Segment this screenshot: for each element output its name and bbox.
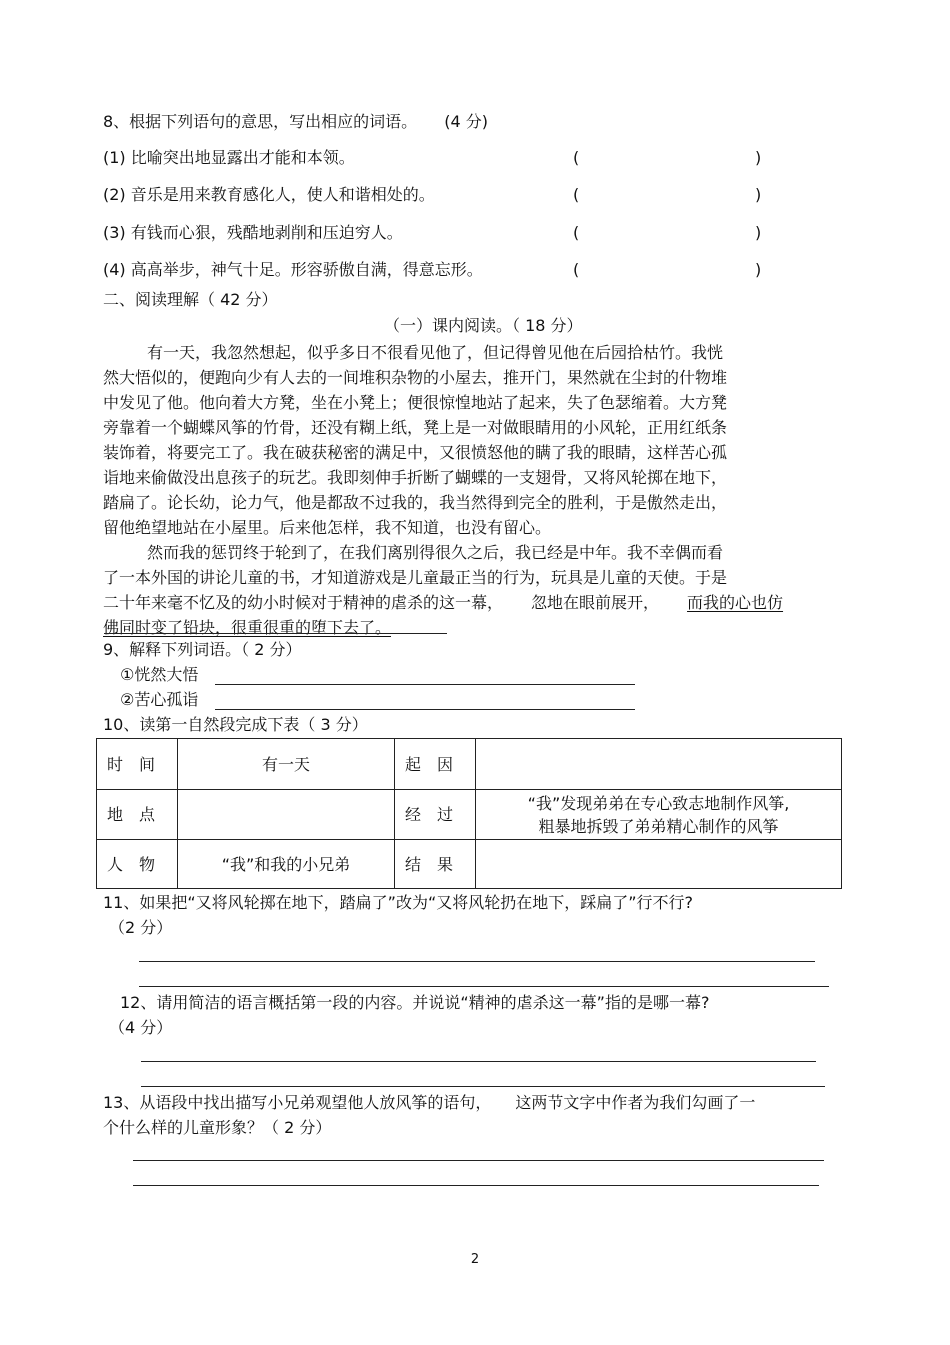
- q12-answer-line-2[interactable]: [141, 1086, 825, 1087]
- section2-title: 二、阅读理解（ 42 分）: [103, 290, 278, 309]
- q8-item-3-close: ): [755, 223, 762, 242]
- table-label-time: 时 间: [97, 739, 178, 790]
- q9-item-2: ②苦心孤诣: [120, 690, 199, 709]
- q12-line-1: 12、请用简洁的语言概括第一段的内容。并说说“精神的虐杀这一幕”指的是哪一幕?: [120, 993, 710, 1012]
- table-value-time: 有一天: [178, 739, 395, 790]
- table-label-process: 经 过: [395, 790, 476, 840]
- q8-item-2: (2) 音乐是用来教育感化人，使人和谐相处的。: [103, 185, 435, 204]
- table-label-cause: 起 因: [395, 739, 476, 790]
- table-row: [97, 739, 842, 790]
- passage-p2-line-2: 了一本外国的讲论儿童的书，才知道游戏是儿童最正当的行为，玩具是儿童的天使。于是: [103, 568, 728, 587]
- passage-p1-line: 诣地来偷做没出息孩子的玩艺。我即刻伸手折断了蝴蝶的一支翅骨，又将风轮掷在地下，: [103, 468, 728, 487]
- passage-p2-line-3: [103, 590, 863, 615]
- q9-answer-line-1[interactable]: [215, 684, 635, 685]
- passage-p2-line-4: [103, 615, 863, 640]
- table-value-cause[interactable]: [476, 739, 842, 790]
- q13-line-1: 13、从语段中找出描写小兄弟观望他人放风筝的语句， 这两节文字中作者为我们勾画了一: [103, 1093, 756, 1112]
- table-value-result[interactable]: [476, 840, 842, 889]
- q8-item-2-open: (: [573, 185, 580, 204]
- q12-answer-line-1[interactable]: [141, 1061, 816, 1062]
- reading1-title: （一）课内阅读。（ 18 分）: [384, 316, 583, 335]
- page-number: 2: [470, 1252, 480, 1267]
- underline-rule: [104, 633, 447, 634]
- passage-p1-line: 旁靠着一个蝴蝶风筝的竹骨，还没有糊上纸，凳上是一对做眼睛用的小风轮，正用红纸条: [103, 418, 728, 437]
- table-value-place[interactable]: [178, 790, 395, 840]
- q10-title: 10、读第一自然段完成下表（ 3 分）: [103, 715, 368, 734]
- q11-answer-line-2[interactable]: [139, 986, 829, 987]
- passage-p2-line-1: 然而我的惩罚终于轮到了，在我们离别得很久之后，我已经是中年。我不幸偶而看: [147, 543, 724, 562]
- q8-item-4-close: ): [755, 260, 762, 279]
- table-row: [97, 790, 842, 840]
- passage-paragraph-1: [103, 340, 813, 540]
- q8-item-3-open: (: [573, 223, 580, 242]
- passage-p1-line: 踏扁了。论长幼，论力气，他是都敌不过我的，我当然得到完全的胜利，于是傲然走出，: [103, 493, 728, 512]
- table-value-process-line-1: “我”发现弟弟在专心致志地制作风筝,: [527, 793, 790, 813]
- passage-paragraph-2: [103, 540, 863, 640]
- q8-score: (4 分): [444, 112, 489, 131]
- passage-underlined-sentence-end: 佛同时变了铅块，很重很重的堕下去了。: [103, 618, 392, 637]
- q13-line-2: 个什么样的儿童形象？（ 2 分）: [103, 1118, 332, 1137]
- q8-item-1-open: (: [573, 148, 580, 167]
- passage-p1-line: 有一天，我忽然想起，似乎多日不很看见他了，但记得曾见他在后园拾枯竹。我恍: [147, 343, 724, 362]
- table-label-result: 结 果: [395, 840, 476, 889]
- q13-answer-line-2[interactable]: [133, 1185, 819, 1186]
- q8-item-1-close: ): [755, 148, 762, 167]
- table-label-people: 人 物: [97, 840, 178, 889]
- passage-underlined-sentence-start: 而我的心也仿: [687, 593, 784, 612]
- q8-item-4-open: (: [573, 260, 580, 279]
- q11-line-2: （2 分）: [109, 918, 173, 937]
- q9-answer-line-2[interactable]: [215, 709, 635, 710]
- q9-item-1: ①恍然大悟: [120, 665, 199, 684]
- q10-table: [96, 738, 842, 889]
- q8-item-2-close: ): [755, 185, 762, 204]
- table-value-process-line-2: 粗暴地拆毁了弟弟精心制作的风筝: [538, 816, 779, 836]
- q12-line-2: （4 分）: [109, 1018, 173, 1037]
- passage-p1-line: 装饰着，将要完工了。我在破获秘密的满足中，又很愤怒他的瞒了我的眼睛，这样苦心孤: [103, 443, 728, 462]
- passage-p2-line-3b: 忽地在眼前展开，: [531, 593, 660, 612]
- q9-title: 9、解释下列词语。（ 2 分）: [103, 640, 302, 659]
- q8-item-3: (3) 有钱而心狠，残酷地剥削和压迫穷人。: [103, 223, 403, 242]
- passage-p1-line: 然大悟似的，便跑向少有人去的一间堆积杂物的小屋去，推开门，果然就在尘封的什物堆: [103, 368, 728, 387]
- table-row: [97, 840, 842, 889]
- table-value-process: [476, 790, 842, 840]
- q13-answer-line-1[interactable]: [133, 1160, 824, 1161]
- q11-line-1: 11、如果把“又将风轮掷在地下，踏扁了”改为“又将风轮扔在地下，踩扁了”行不行?: [103, 893, 694, 912]
- q8-item-1: (1) 比喻突出地显露出才能和本领。: [103, 148, 355, 167]
- passage-p1-line: 中发见了他。他向着大方凳，坐在小凳上；便很惊惶地站了起来，失了色瑟缩着。大方凳: [103, 393, 728, 412]
- q8-title: [103, 112, 488, 132]
- table-value-people: “我”和我的小兄弟: [178, 840, 395, 889]
- passage-p2-line-3a: 二十年来毫不忆及的幼小时候对于精神的虐杀的这一幕，: [103, 593, 504, 612]
- q8-title-text: 8、根据下列语句的意思，写出相应的词语。: [103, 112, 418, 131]
- q8-item-4: (4) 高高举步，神气十足。形容骄傲自满，得意忘形。: [103, 260, 483, 279]
- q11-answer-line-1[interactable]: [139, 961, 815, 962]
- table-label-place: 地 点: [97, 790, 178, 840]
- passage-p1-line: 留他绝望地站在小屋里。后来他怎样，我不知道，也没有留心。: [103, 518, 552, 537]
